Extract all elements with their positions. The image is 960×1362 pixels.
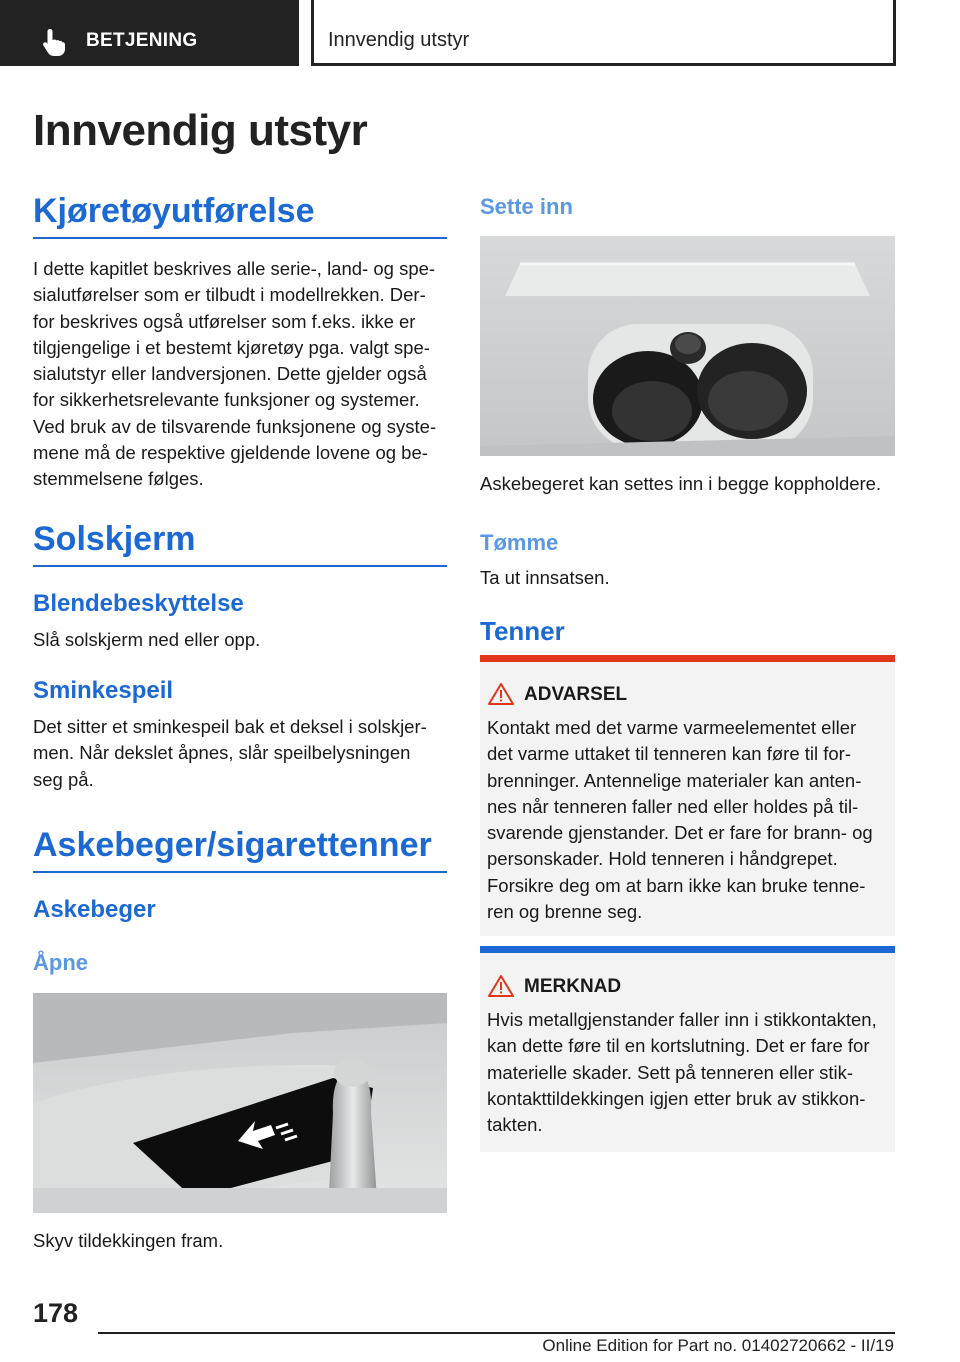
text-line: seg på.	[33, 768, 94, 790]
chapter-label: Innvendig utstyr	[328, 29, 470, 51]
cupholder-photo	[480, 236, 895, 456]
text-line: ren og brenne seg.	[487, 901, 643, 923]
page-title: Innvendig utstyr	[33, 106, 368, 155]
heading-sun-visor: Solskjerm	[33, 520, 447, 567]
heading-lighter: Tenner	[480, 616, 565, 646]
heading-vanity-mirror: Sminkespeil	[33, 677, 174, 704]
text-line: Kontakt med det varme varmeelementet eller	[487, 717, 857, 738]
chapter-box	[311, 0, 896, 66]
text-line: sialutstyr eller landversjonen. Dette gjelder også	[33, 363, 427, 385]
text-line: Ved bruk av de tilsvarende funksjonene og syste-	[33, 415, 437, 437]
warning-title: ADVARSEL	[524, 684, 628, 705]
footer-edition: Online Edition for Part no. 01402720662 - II/19	[542, 1336, 894, 1355]
text-line: sialutførelser som er tilbudt i modellrekken. Der-	[33, 284, 426, 306]
text-line: materielle skader. Sett på tenneren eller stik-	[487, 1061, 854, 1083]
text-line: brenninger. Antennelige materialer kan anten-	[487, 769, 862, 791]
text-line: personskader. Hold tenneren i håndgrepet.	[487, 848, 838, 870]
note-title: MERKNAD	[524, 976, 622, 997]
glare-text: Slå solskjerm ned eller opp.	[33, 629, 261, 650]
heading-open: Åpne	[33, 950, 88, 975]
insert-caption: Askebegeret kan settes inn i begge koppholdere.	[480, 473, 882, 494]
heading-vehicle-version: Kjøretøyutførelse	[33, 192, 447, 239]
text-line: kan dette føre til en kortslutning. Det er fare for	[487, 1035, 870, 1057]
vehicle-version-text	[33, 256, 453, 493]
text-line: for sikkerhetsrelevante funksjoner og systemer.	[33, 389, 420, 411]
text-line: tilgjengelige i et bestemt kjøretøy pga. valgt spe-	[33, 336, 430, 358]
heading-ashtray-lighter: Askebeger/sigarettenner	[33, 826, 447, 873]
warning-text	[487, 715, 891, 925]
warning-bar	[480, 655, 895, 662]
text-line: I dette kapitlet beskrives alle serie-, land- og spe-	[33, 258, 436, 279]
heading-ashtray: Askebeger	[33, 896, 156, 923]
footer-divider	[98, 1332, 895, 1334]
hand-pointer-icon	[38, 26, 70, 58]
warning-box	[480, 655, 895, 936]
text-line: Det sitter et sminkespeil bak et deksel i solskjer-	[33, 716, 427, 737]
text-line: stemmelsene følges.	[33, 468, 204, 490]
open-caption: Skyv tildekkingen fram.	[33, 1230, 224, 1251]
heading-empty: Tømme	[480, 530, 559, 555]
notice-triangle-icon	[488, 974, 514, 998]
text-line: nes når tenneren faller ned eller holdes på til-	[487, 795, 859, 817]
mirror-text	[33, 714, 453, 793]
ashtray-cover-photo	[33, 993, 447, 1213]
note-box	[480, 946, 895, 1152]
text-line: for beskrives også utførelser som f.eks. ikke er	[33, 310, 416, 332]
empty-text: Ta ut innsatsen.	[480, 567, 610, 588]
page-number: 178	[33, 1298, 79, 1328]
text-line: kontakttildekkingen igjen etter bruk av stikkon-	[487, 1087, 866, 1109]
text-line: svarende gjenstander. Det er fare for brann- og	[487, 822, 873, 844]
note-text	[487, 1007, 891, 1138]
heading-glare-protection: Blendebeskyttelse	[33, 590, 244, 617]
text-line: Hvis metallgjenstander faller inn i stikkontakten,	[487, 1009, 877, 1030]
section-label: BETJENING	[86, 30, 198, 51]
text-line: mene må de respektive gjeldende lovene og be-	[33, 442, 428, 464]
text-line: Forsikre deg om at barn ikke kan bruke tenne-	[487, 874, 866, 896]
warning-triangle-icon	[488, 682, 514, 706]
heading-insert: Sette inn	[480, 194, 573, 219]
section-tab	[0, 0, 299, 66]
note-bar	[480, 946, 895, 953]
text-line: det varme uttaket til tenneren kan føre til for-	[487, 743, 851, 765]
text-line: men. Når dekslet åpnes, slår speilbelysningen	[33, 742, 411, 764]
text-line: takten.	[487, 1114, 543, 1136]
